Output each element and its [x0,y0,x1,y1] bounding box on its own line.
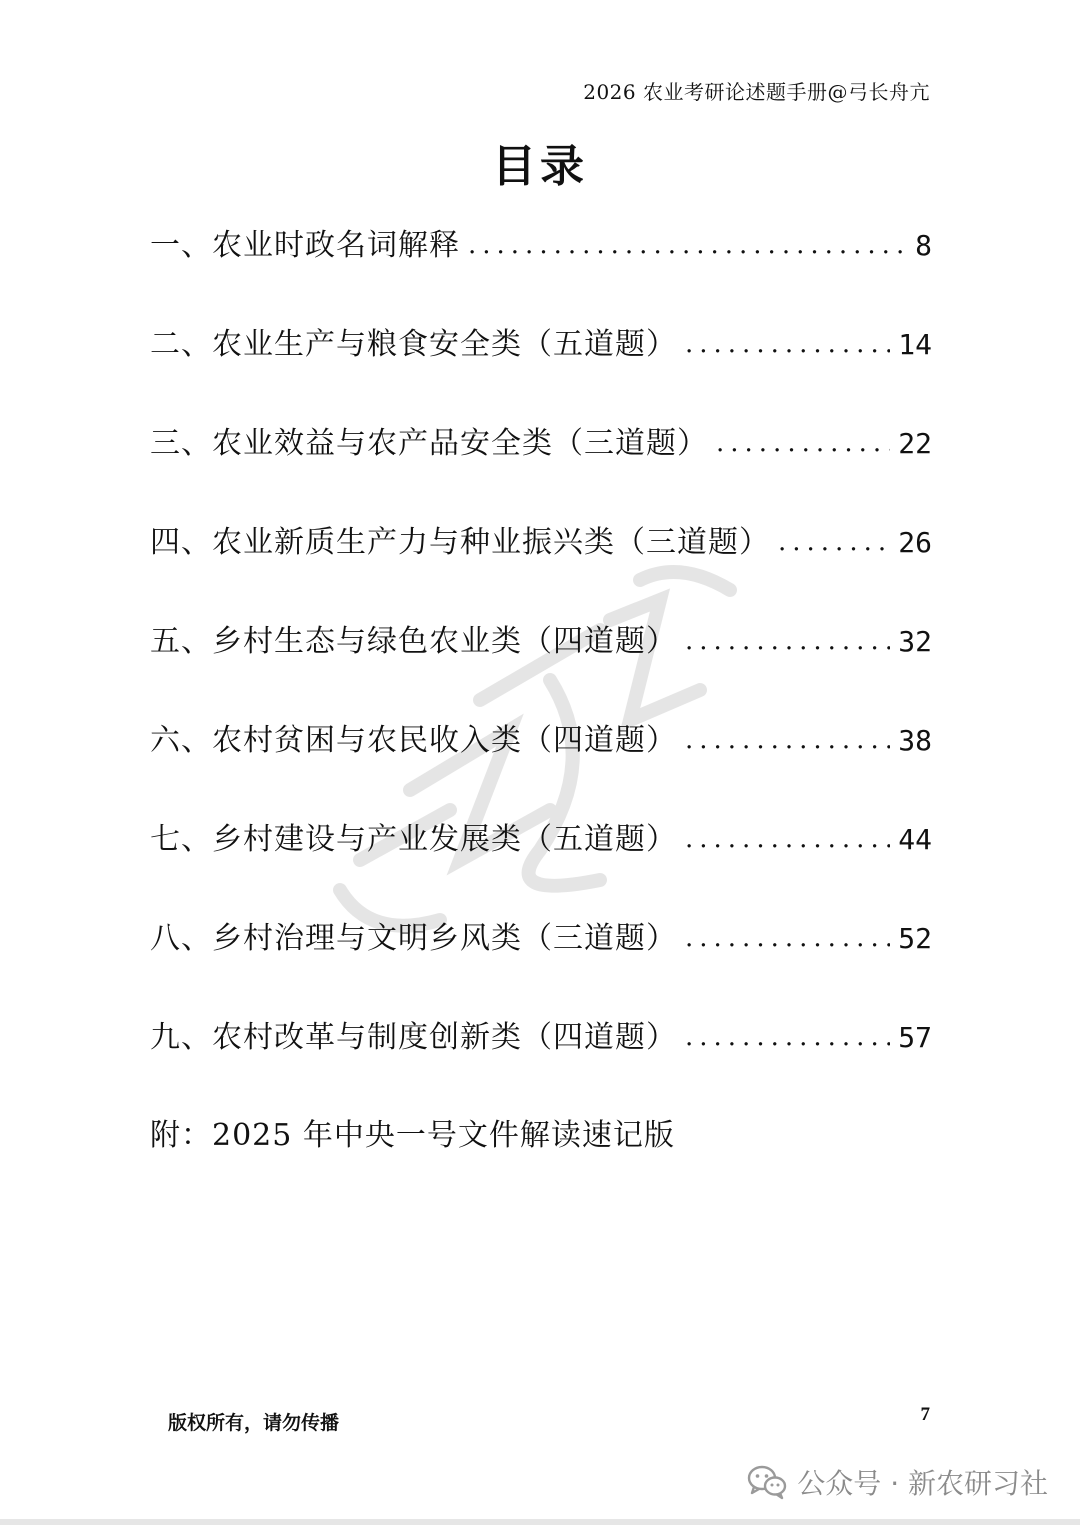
toc-leader-dots [685,725,890,755]
toc-entry-label: 三、农业效益与农产品安全类（三道题） [150,426,708,461]
toc-entry-page: 22 [898,427,932,460]
toc-entry-5[interactable] [150,616,932,660]
toc-entry-3[interactable] [150,418,932,462]
toc-entry-label: 二、农业生产与粮食安全类（五道题） [150,327,677,362]
toc-entry-label: 八、乡村治理与文明乡风类（三道题） [150,921,677,956]
toc-entry-6[interactable] [150,715,932,759]
wechat-icon [747,1464,787,1500]
toc-entry-page: 52 [898,922,932,955]
toc-entry-label: 五、乡村生态与绿色农业类（四道题） [150,624,677,659]
wechat-account-badge[interactable] [747,1462,1048,1502]
page-bottom-edge [0,1519,1080,1525]
toc-entry-8[interactable] [150,913,932,957]
toc-leader-dots [685,329,890,359]
toc-entry-label: 六、农村贫困与农民收入类（四道题） [150,723,677,758]
running-header: 2026 农业考研论述题手册@弓长舟亢 [583,80,930,104]
appendix-entry[interactable]: 附：2025 年中央一号文件解读速记版 [150,1118,675,1153]
toc-leader-dots [685,1022,890,1052]
toc-entry-7[interactable] [150,814,932,858]
toc-leader-dots [778,527,890,557]
toc-entry-page: 57 [898,1021,932,1054]
toc-leader-dots [685,923,890,953]
toc-leader-dots [685,626,890,656]
toc-entry-page: 32 [898,625,932,658]
copyright-notice: 版权所有，请勿传播 [168,1412,340,1434]
toc-leader-dots [685,824,890,854]
toc-entry-page: 44 [898,823,932,856]
toc-entry-9[interactable] [150,1012,932,1056]
page-title: 目录 [492,141,588,192]
toc-leader-dots [468,230,907,260]
page-number: 7 [920,1404,930,1425]
toc-entry-4[interactable] [150,517,932,561]
toc-entry-page: 14 [898,328,932,361]
toc-leader-dots [716,428,890,458]
toc-entry-page: 26 [898,526,932,559]
toc-entry-label: 一、农业时政名词解释 [150,228,460,263]
toc-entry-page: 38 [898,724,932,757]
toc-entry-label: 七、乡村建设与产业发展类（五道题） [150,822,677,857]
toc-entry-1[interactable] [150,220,932,264]
toc-entry-page: 8 [915,229,932,262]
toc-entry-label: 九、农村改革与制度创新类（四道题） [150,1020,677,1055]
toc-entry-label: 四、农业新质生产力与种业振兴类（三道题） [150,525,770,560]
wechat-account-label: 公众号 · 新农研习社 [797,1467,1048,1500]
toc-entry-2[interactable] [150,319,932,363]
